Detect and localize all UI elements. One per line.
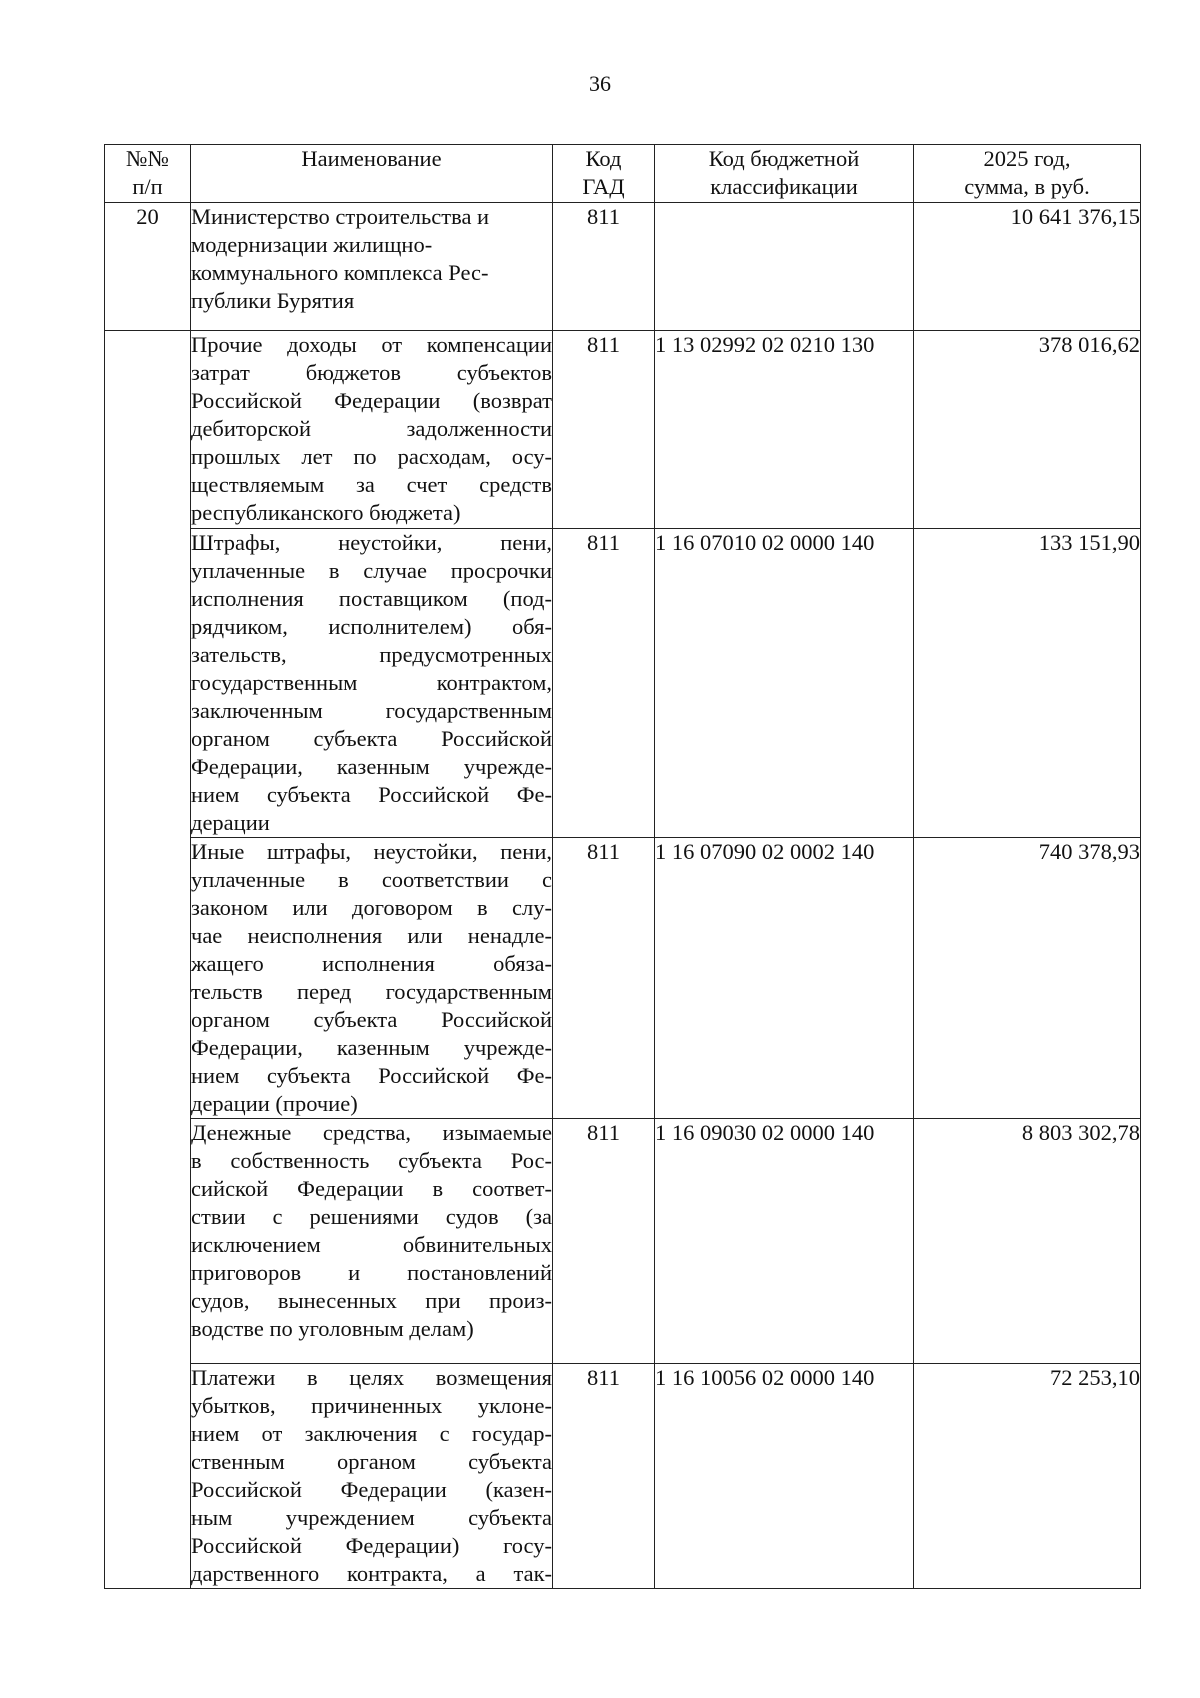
row-kbk: 1 16 10056 02 0000 140	[655, 1364, 914, 1589]
row-name-line: республиканского бюджета)	[191, 500, 461, 525]
ministry-kbk	[655, 203, 914, 331]
table-row	[105, 838, 1141, 1119]
row-name-line: сийской Федерации в соответ-	[191, 1176, 552, 1201]
row-sum: 72 253,10	[914, 1364, 1141, 1589]
row-name-line: заключенным государственным	[191, 698, 552, 723]
header-num: №№ п/п	[105, 145, 191, 203]
row-name-line: Российской Федерации (казен-	[191, 1477, 552, 1502]
row-gad: 811	[553, 331, 655, 529]
ministry-sum: 10 641 376,15	[914, 203, 1141, 331]
row-name-line: зательств, предусмотренных	[191, 642, 552, 667]
row-name-line: органом субъекта Российской	[191, 1007, 552, 1032]
row-gad: 811	[553, 1119, 655, 1364]
header-gad: Код ГАД	[553, 145, 655, 203]
row-name-line: нием субъекта Российской Фе-	[191, 1063, 552, 1088]
row-name-line: государственным контрактом,	[191, 670, 552, 695]
row-name-line: Прочие доходы от компенсации	[191, 332, 552, 357]
row-kbk: 1 13 02992 02 0210 130	[655, 331, 914, 529]
ministry-row	[105, 203, 1141, 331]
row-sum: 8 803 302,78	[914, 1119, 1141, 1364]
row-name-line: убытков, причиненных уклоне-	[191, 1393, 552, 1418]
row-name	[191, 1364, 553, 1589]
row-name-line: приговоров и постановлений	[191, 1260, 552, 1285]
row-name-line: Федерации, казенным учрежде-	[191, 1035, 552, 1060]
row-name-line: Российской Федерации (возврат	[191, 388, 552, 413]
row-name-line: уплаченные в случае просрочки	[191, 558, 552, 583]
row-name-line: рядчиком, исполнителем) обя-	[191, 614, 552, 639]
table-header-row	[105, 145, 1141, 203]
row-name-line: исключением обвинительных	[191, 1232, 552, 1257]
row-name-line: в собственность субъекта Рос-	[191, 1148, 552, 1173]
row-name-line: дебиторской задолженности	[191, 416, 552, 441]
row-name-line: Федерации, казенным учрежде-	[191, 754, 552, 779]
row-name	[191, 529, 553, 838]
row-name-line: дерации	[191, 810, 270, 835]
page-number: 36	[589, 71, 611, 96]
row-name-line: чае неисполнения или ненадле-	[191, 923, 552, 948]
row-name-line: Платежи в целях возмещения	[191, 1365, 552, 1390]
row-name-line: судов, вынесенных при произ-	[191, 1288, 552, 1313]
ministry-name: Министерство строительства и модернизации жилищно- коммунального комплекса Рес- публики Бурятия	[191, 203, 553, 331]
row-name-line: Штрафы, неустойки, пени,	[191, 530, 552, 555]
table-row	[105, 331, 1141, 529]
ministry-number: 20	[105, 203, 191, 331]
row-name-line: тельств перед государственным	[191, 979, 552, 1004]
row-name-line: дарственного контракта, а так-	[191, 1561, 552, 1586]
row-name-line: законом или договором в слу-	[191, 895, 552, 920]
row-kbk: 1 16 09030 02 0000 140	[655, 1119, 914, 1364]
row-name	[191, 838, 553, 1119]
row-kbk: 1 16 07010 02 0000 140	[655, 529, 914, 838]
header-kbk: Код бюджетной классификации	[655, 145, 914, 203]
row-name-line: прошлых лет по расходам, осу-	[191, 444, 552, 469]
row-name-line: Иные штрафы, неустойки, пени,	[191, 839, 552, 864]
row-name-line: ным учреждением субъекта	[191, 1505, 552, 1530]
row-sum: 740 378,93	[914, 838, 1141, 1119]
row-name-line: нием субъекта Российской Фе-	[191, 782, 552, 807]
row-name-line: органом субъекта Российской	[191, 726, 552, 751]
row-gad: 811	[553, 529, 655, 838]
row-name-line: ществляемым за счет средств	[191, 472, 552, 497]
row-number-empty	[105, 331, 191, 1589]
row-sum: 378 016,62	[914, 331, 1141, 529]
row-name-line: уплаченные в соответствии с	[191, 867, 552, 892]
row-gad: 811	[553, 838, 655, 1119]
row-name	[191, 1119, 553, 1364]
row-name-line: дерации (прочие)	[191, 1091, 358, 1116]
row-name-line: ствии с решениями судов (за	[191, 1204, 552, 1229]
row-name-line: водстве по уголовным делам)	[191, 1316, 474, 1341]
row-name-line: Денежные средства, изымаемые	[191, 1120, 552, 1145]
header-sum: 2025 год, сумма, в руб.	[914, 145, 1141, 203]
table-row	[105, 1119, 1141, 1364]
row-kbk: 1 16 07090 02 0002 140	[655, 838, 914, 1119]
row-name-line: Российской Федерации) госу-	[191, 1533, 552, 1558]
row-gad: 811	[553, 1364, 655, 1589]
row-name-line: ственным органом субъекта	[191, 1449, 552, 1474]
row-name	[191, 331, 553, 529]
table-row	[105, 529, 1141, 838]
budget-table	[104, 144, 1141, 1589]
row-sum: 133 151,90	[914, 529, 1141, 838]
row-name-line: нием от заключения с государ-	[191, 1421, 552, 1446]
row-name-line: затрат бюджетов субъектов	[191, 360, 552, 385]
row-name-line: жащего исполнения обяза-	[191, 951, 552, 976]
table-row	[105, 1364, 1141, 1589]
header-name: Наименование	[191, 145, 553, 203]
ministry-gad: 811	[553, 203, 655, 331]
row-name-line: исполнения поставщиком (под-	[191, 586, 552, 611]
